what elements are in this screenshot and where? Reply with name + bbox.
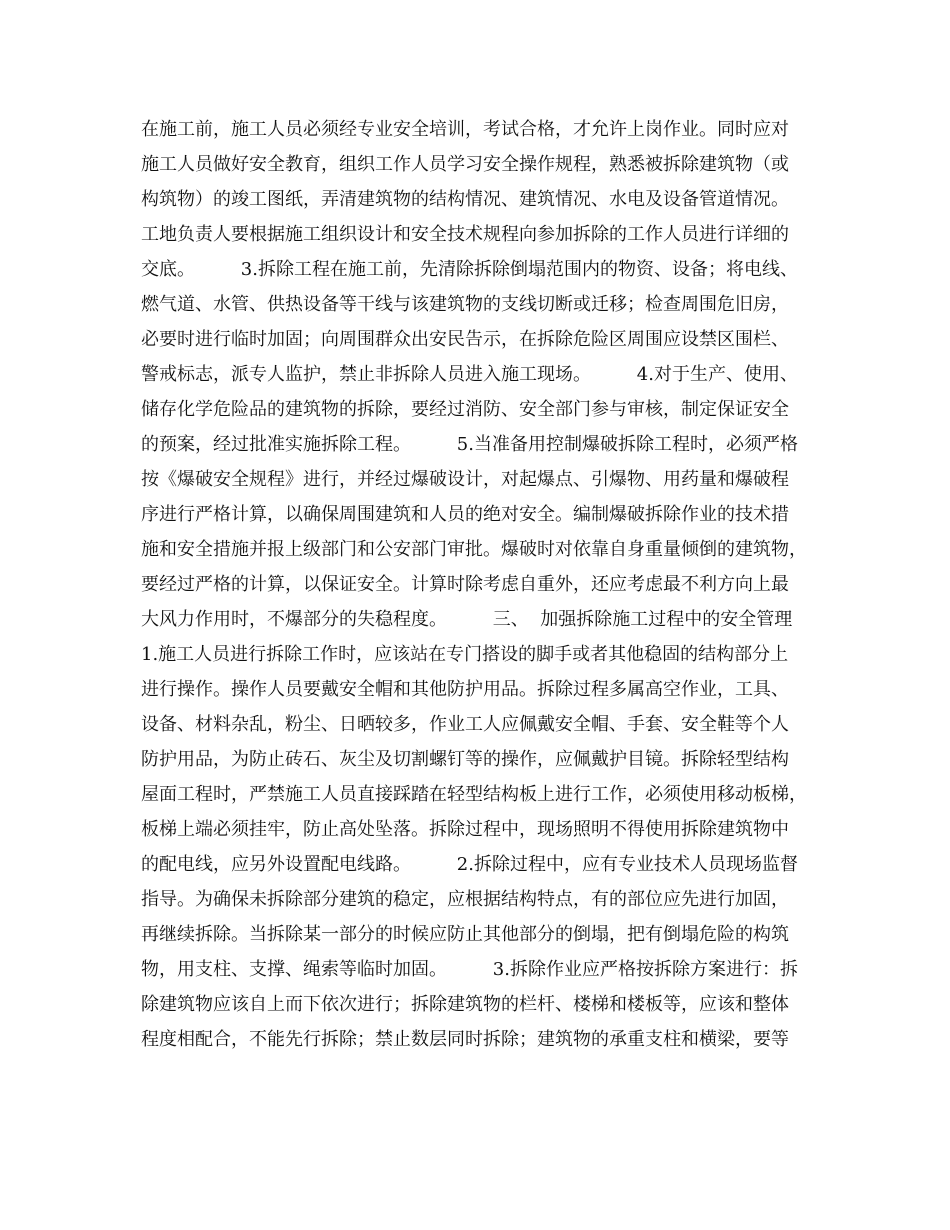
text-line: 进行操作。操作人员要戴安全帽和其他防护用品。拆除过程多属高空作业，工具、 xyxy=(141,679,789,700)
text-line: 构筑物）的竣工图纸，弄清建筑物的结构情况、建筑情况、水电及设备管道情况。 xyxy=(141,189,789,210)
text-line: 程度相配合，不能先行拆除；禁止数层同时拆除；建筑物的承重支柱和横梁，要等 xyxy=(141,1029,789,1050)
text-line: 施工人员做好安全教育，组织工作人员学习安全操作规程，熟悉被拆除建筑物（或 xyxy=(141,154,789,175)
text-line: 指导。为确保未拆除部分建筑的稳定，应根据结构特点，有的部位应先进行加固， xyxy=(141,889,789,910)
text-line: 除建筑物应该自上而下依次进行；拆除建筑物的栏杆、楼梯和楼板等，应该和整体 xyxy=(141,994,789,1015)
text-line: 储存化学危险品的建筑物的拆除，要经过消防、安全部门参与审核，制定保证安全 xyxy=(141,399,789,420)
text-line: 防护用品，为防止砖石、灰尘及切割螺钉等的操作，应佩戴护目镜。拆除轻型结构 xyxy=(141,749,789,770)
text-line: 板梯上端必须挂牢，防止高处坠落。拆除过程中，现场照明不得使用拆除建筑物中 xyxy=(141,819,789,840)
body-text xyxy=(141,112,831,1057)
text-line: 交底。 3.拆除工程在施工前，先清除拆除倒塌范围内的物资、设备；将电线、 xyxy=(141,259,798,280)
text-line: 1.施工人员进行拆除工作时，应该站在专门搭设的脚手或者其他稳固的结构部分上 xyxy=(141,644,789,665)
text-line: 设备、材料杂乱，粉尘、日晒较多，作业工人应佩戴安全帽、手套、安全鞋等个人 xyxy=(141,714,789,735)
text-line: 的预案，经过批准实施拆除工程。 5.当准备用控制爆破拆除工程时，必须严格 xyxy=(141,434,798,455)
text-line: 按《爆破安全规程》进行，并经过爆破设计，对起爆点、引爆物、用药量和爆破程 xyxy=(141,469,789,490)
text-line: 屋面工程时，严禁施工人员直接踩踏在轻型结构板上进行工作，必须使用移动板梯， xyxy=(141,784,807,805)
text-line: 施和安全措施并报上级部门和公安部门审批。爆破时对依靠自身重量倾倒的建筑物， xyxy=(141,539,807,560)
text-line: 序进行严格计算，以确保周围建筑和人员的绝对安全。编制爆破拆除作业的技术措 xyxy=(141,504,789,525)
section-heading-line: 大风力作用时，不爆部分的失稳程度。 三、 加强拆除施工过程中的安全管理 xyxy=(141,609,793,630)
text-line: 在施工前，施工人员必须经专业安全培训，考试合格，才允许上岗作业。同时应对 xyxy=(141,119,789,140)
text-line: 再继续拆除。当拆除某一部分的时候应防止其他部分的倒塌，把有倒塌危险的构筑 xyxy=(141,924,789,945)
text-line: 警戒标志，派专人监护，禁止非拆除人员进入施工现场。 4.对于生产、使用、 xyxy=(141,364,798,385)
text-line: 的配电线，应另外设置配电线路。 2.拆除过程中，应有专业技术人员现场监督 xyxy=(141,854,798,875)
text-line: 要经过严格的计算，以保证安全。计算时除考虑自重外，还应考虑最不利方向上最 xyxy=(141,574,789,595)
text-line: 工地负责人要根据施工组织设计和安全技术规程向参加拆除的工作人员进行详细的 xyxy=(141,224,789,245)
text-line: 必要时进行临时加固；向周围群众出安民告示，在拆除危险区周围应设禁区围栏、 xyxy=(141,329,789,350)
text-line: 燃气道、水管、供热设备等干线与该建筑物的支线切断或迁移；检查周围危旧房， xyxy=(141,294,789,315)
text-line: 物，用支柱、支撑、绳索等临时加固。 3.拆除作业应严格按拆除方案进行：拆 xyxy=(141,959,798,980)
